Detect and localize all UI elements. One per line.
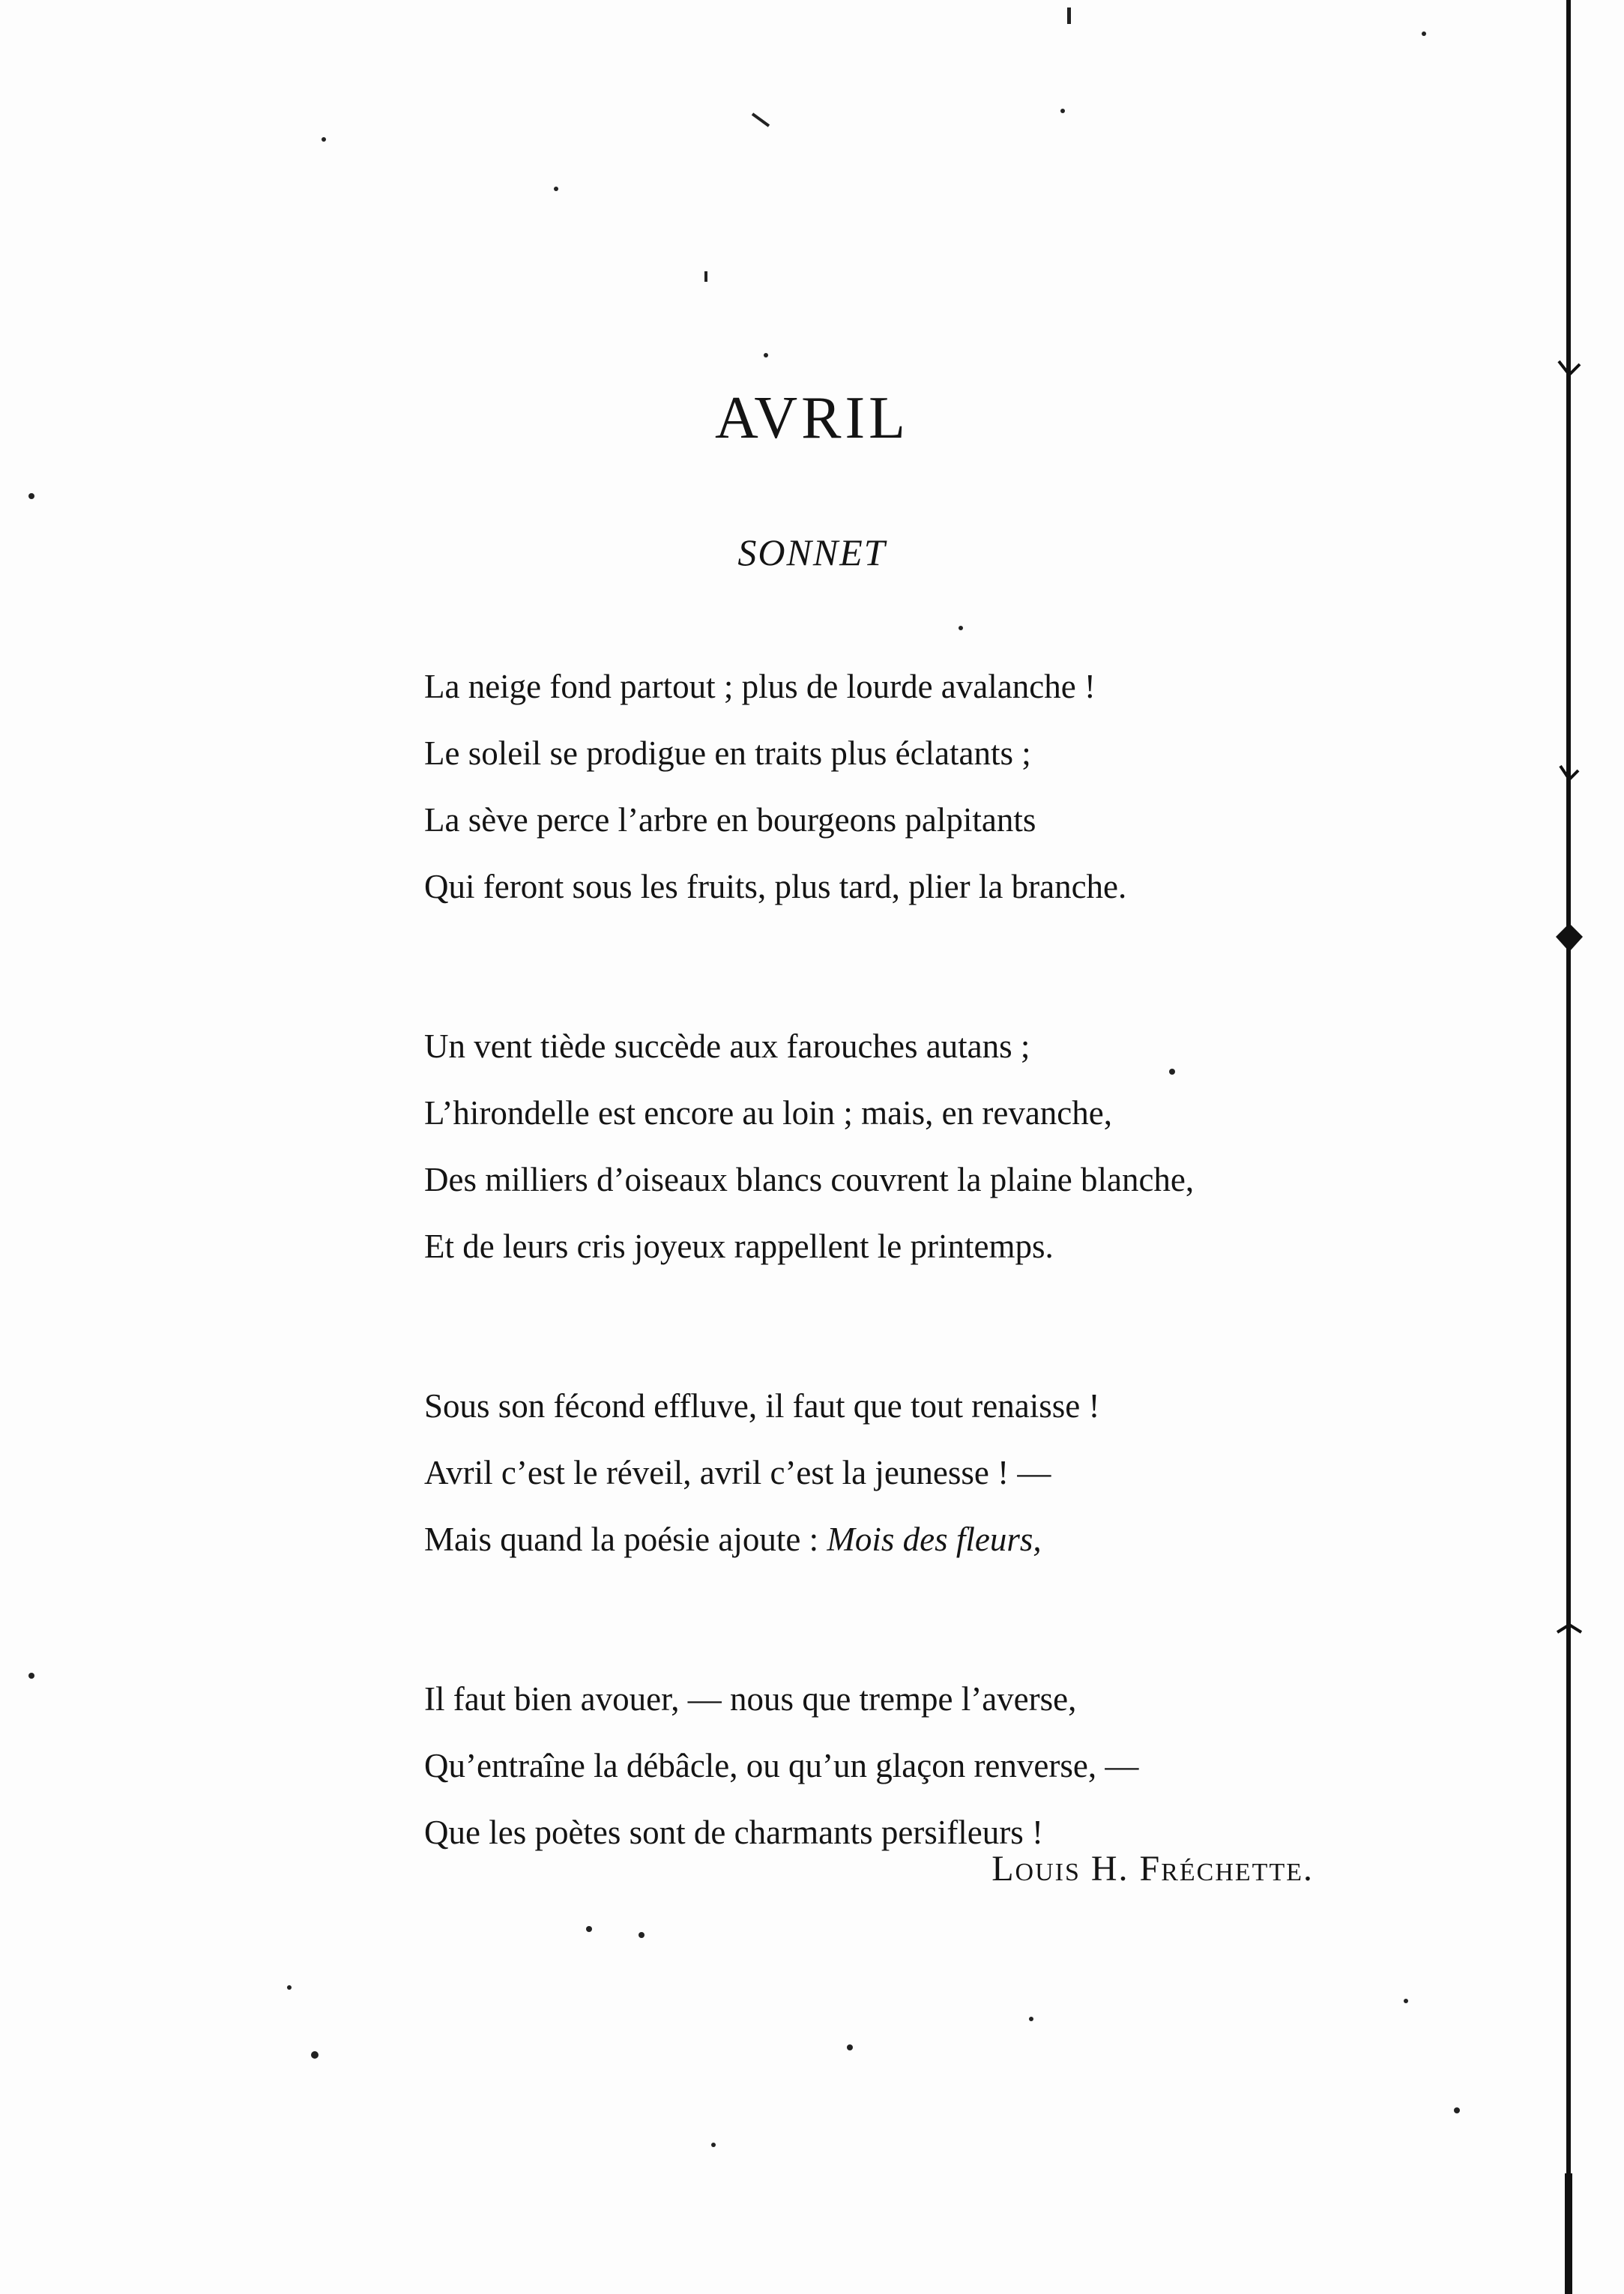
poem-title: AVRIL bbox=[714, 385, 910, 451]
poem-line: L’hirondelle est encore au loin ; mais, en revanche, bbox=[424, 1094, 1112, 1132]
ink-speck bbox=[1422, 31, 1426, 36]
poem-line: Qu’entraîne la débâcle, ou qu’un glaçon renverse, — bbox=[424, 1747, 1139, 1784]
ink-speck bbox=[959, 626, 963, 630]
ink-speck bbox=[287, 1985, 292, 1990]
poem-line: Un vent tiède succède aux farouches autans ; bbox=[424, 1027, 1030, 1065]
ink-speck bbox=[704, 271, 707, 282]
ink-speck bbox=[28, 493, 34, 499]
ink-speck bbox=[1060, 109, 1065, 113]
stanza-4 bbox=[424, 1666, 1398, 1866]
author-signature: Louis H. Fréchette. bbox=[991, 1849, 1314, 1889]
poem-line-text: Mais quand la poésie ajoute : bbox=[424, 1521, 827, 1558]
poem-line: Qui feront sous les fruits, plus tard, plier la branche. bbox=[424, 868, 1127, 905]
poem-line: Et de leurs cris joyeux rappellent le printemps. bbox=[424, 1228, 1054, 1265]
poem-subtitle: SONNET bbox=[737, 531, 887, 573]
stanza-3 bbox=[424, 1373, 1398, 1573]
ink-speck bbox=[847, 2044, 853, 2050]
ink-speck bbox=[28, 1673, 34, 1679]
poem-line: Le soleil se prodigue en traits plus éclatants ; bbox=[424, 734, 1031, 772]
stanza-2 bbox=[424, 1013, 1398, 1280]
poem-line: Il faut bien avouer, — nous que trempe l’averse, bbox=[424, 1680, 1077, 1718]
ink-speck bbox=[711, 2143, 716, 2147]
poem-line-mixed bbox=[424, 1506, 1398, 1573]
poem-line: Que les poètes sont de charmants persifleurs ! bbox=[424, 1814, 1043, 1851]
ink-speck bbox=[1067, 7, 1071, 24]
poem-line: Avril c’est le réveil, avril c’est la jeunesse ! — bbox=[424, 1454, 1051, 1491]
ink-speck bbox=[1454, 2107, 1460, 2113]
ink-speck bbox=[554, 187, 558, 191]
ink-speck bbox=[322, 137, 326, 142]
ink-speck bbox=[1029, 2017, 1033, 2021]
poem-line: Des milliers d’oiseaux blancs couvrent la plaine blanche, bbox=[424, 1161, 1195, 1198]
poem-body bbox=[424, 654, 1398, 1959]
ink-stroke bbox=[752, 114, 769, 126]
page-edge-spine bbox=[1556, 0, 1583, 2294]
poem-line: La neige fond partout ; plus de lourde avalanche ! bbox=[424, 668, 1096, 705]
ink-speck bbox=[1404, 1999, 1408, 2003]
ink-speck bbox=[311, 2051, 319, 2059]
poem-line-emphasis: Mois des fleurs, bbox=[827, 1521, 1042, 1558]
poem-line: Sous son fécond effluve, il faut que tout renaisse ! bbox=[424, 1387, 1100, 1425]
stanza-1 bbox=[424, 654, 1398, 920]
ink-speck bbox=[764, 353, 768, 357]
poem-line: La sève perce l’arbre en bourgeons palpitants bbox=[424, 801, 1036, 839]
